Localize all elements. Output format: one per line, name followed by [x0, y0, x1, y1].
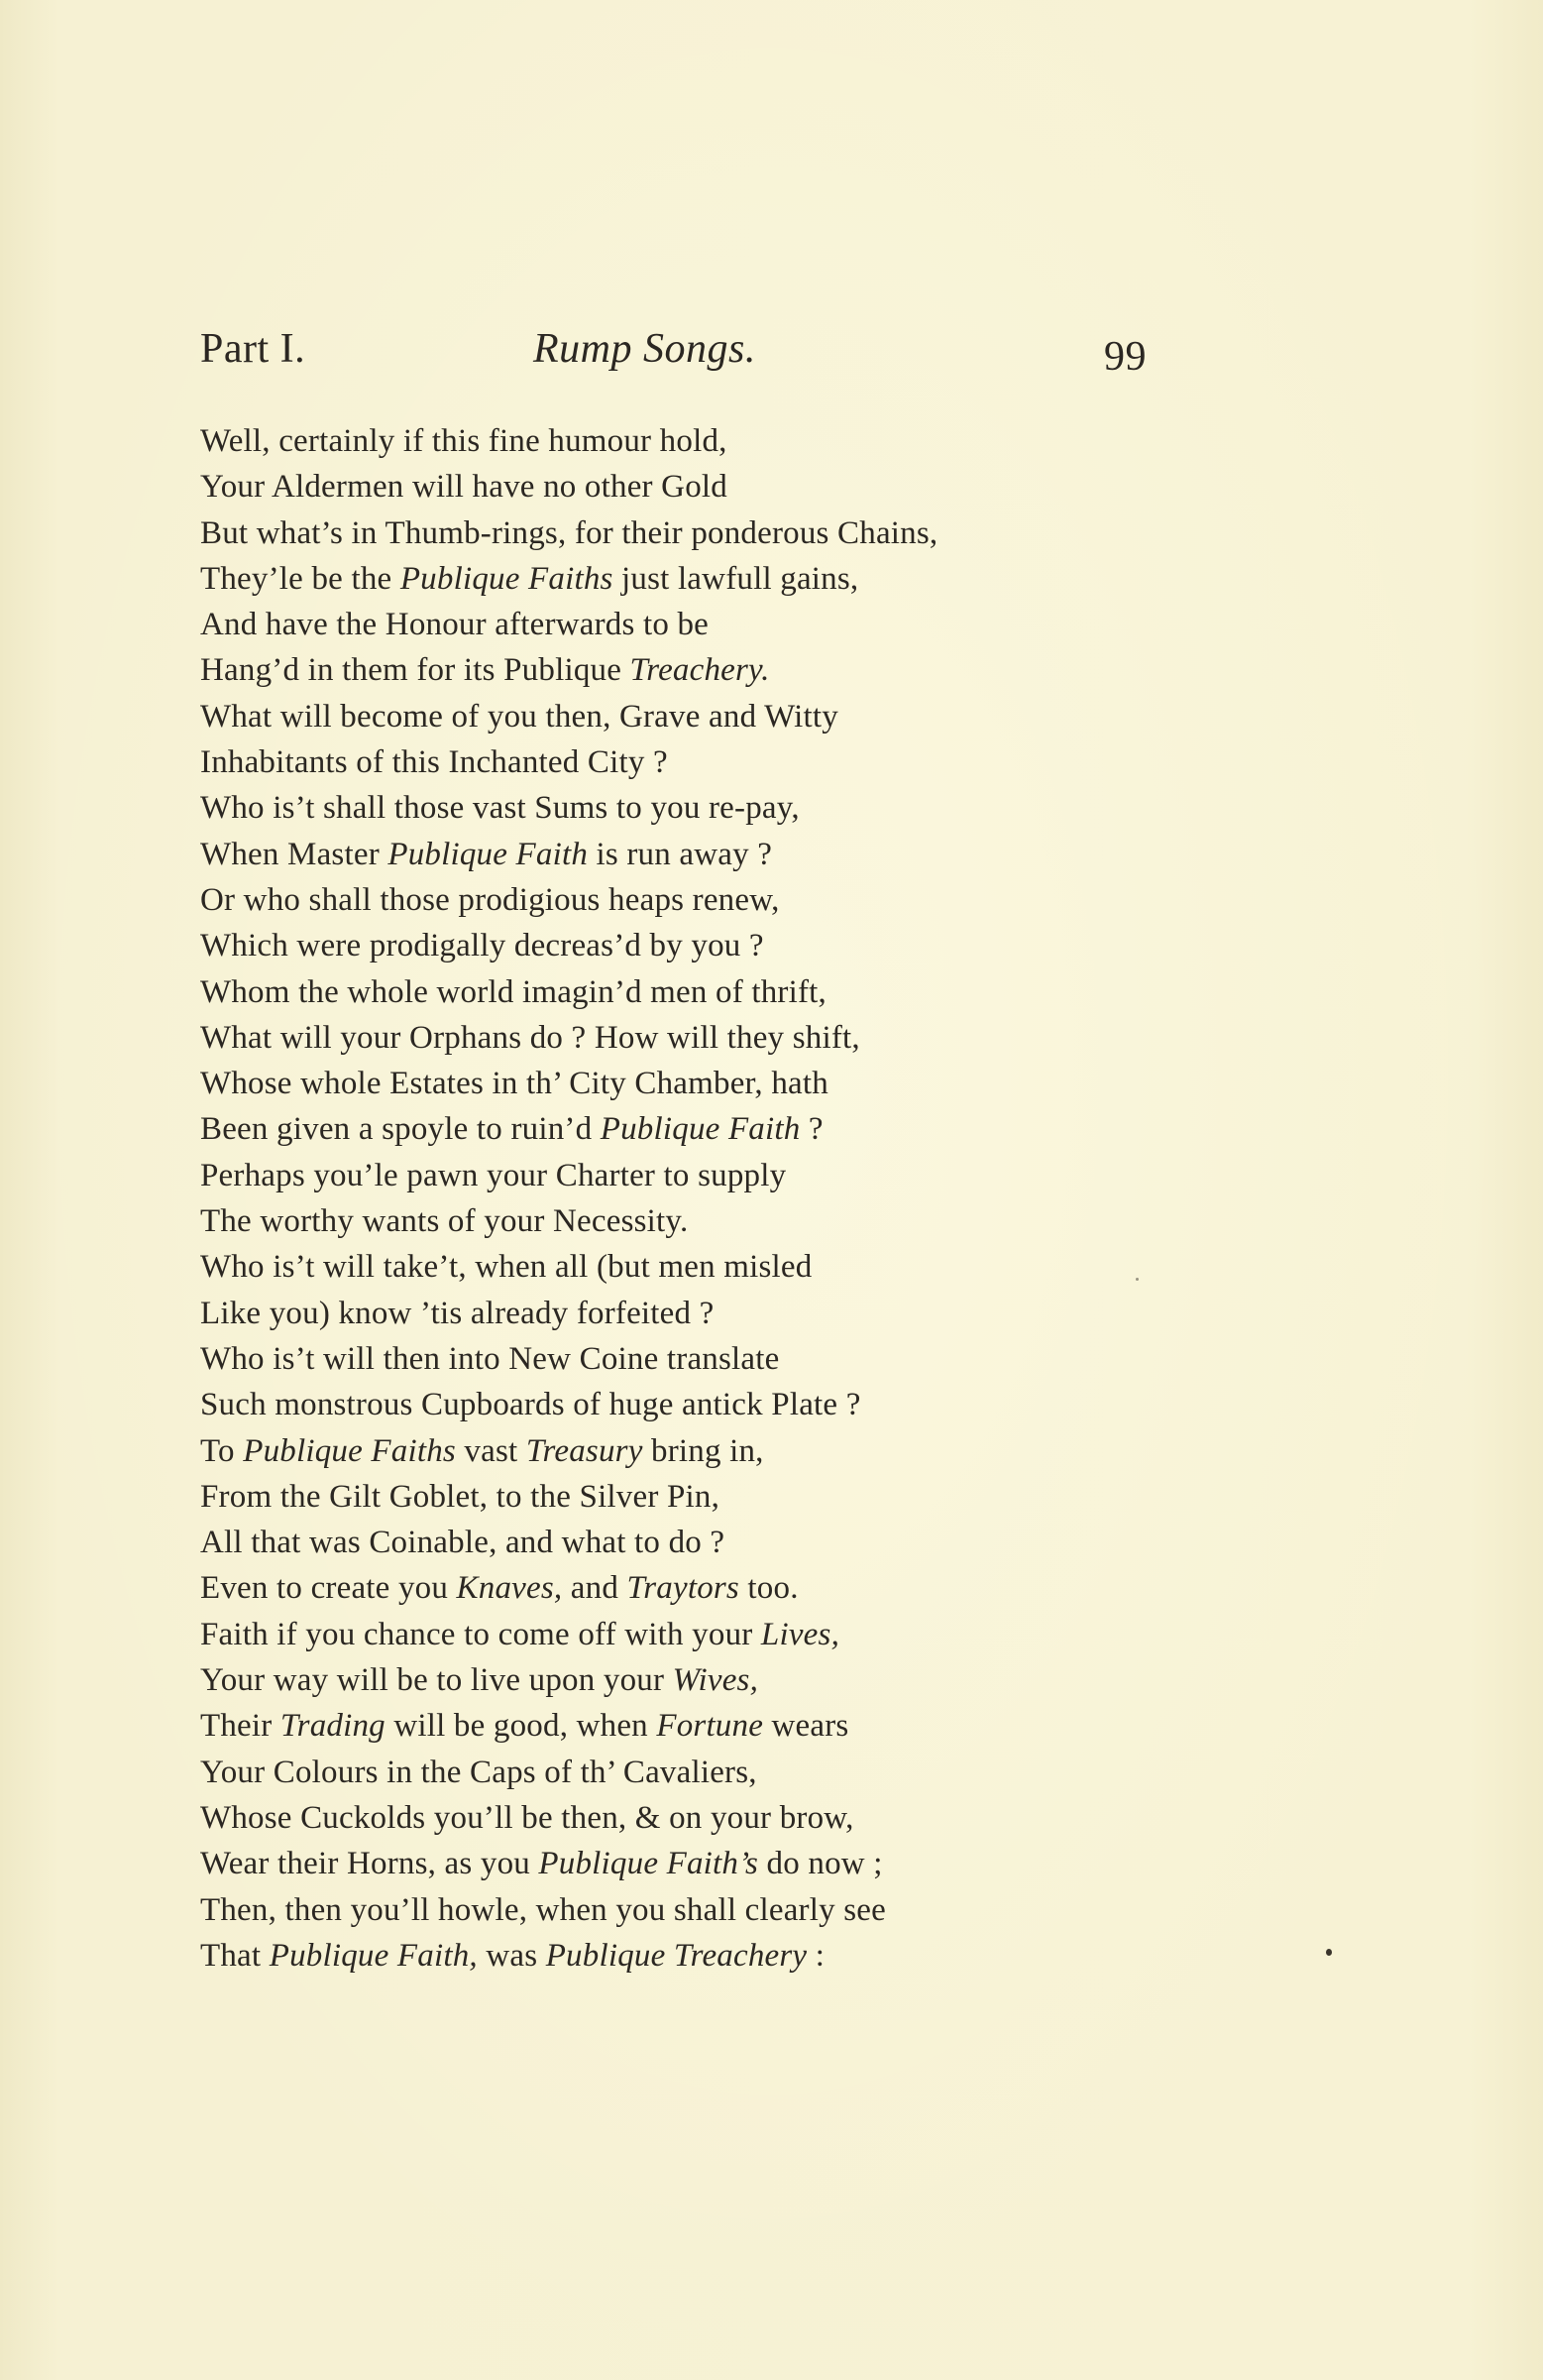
line-text: Your way will be to live upon your	[200, 1662, 673, 1699]
line-text: Your Aldermen will have no other Gold	[200, 469, 727, 506]
line-text: ?	[800, 1111, 824, 1148]
poem-line	[200, 1887, 1191, 1933]
line-text: is run away ?	[588, 836, 773, 872]
poem-line	[200, 418, 1191, 464]
italic-text: Treasury	[525, 1432, 643, 1469]
line-text: Whose Cuckolds you’ll be then, & on your brow,	[200, 1799, 854, 1836]
line-text: and	[562, 1570, 627, 1607]
poem-line	[200, 1336, 1191, 1382]
line-text: To	[200, 1432, 244, 1469]
poem-line	[200, 1612, 1191, 1657]
line-text: vast	[455, 1432, 526, 1469]
italic-text: Publique Faith,	[269, 1937, 478, 1974]
italic-text: Trading	[279, 1708, 386, 1745]
line-text: :	[807, 1937, 826, 1974]
poem-line	[200, 556, 1191, 602]
poem-line	[200, 1198, 1191, 1244]
italic-text: Traytors	[626, 1570, 739, 1607]
line-text: will be good, when	[385, 1708, 657, 1745]
italic-text: Knaves,	[456, 1570, 563, 1607]
poem-line	[200, 1474, 1191, 1520]
poem-line	[200, 1382, 1191, 1427]
poem-line	[200, 1428, 1191, 1474]
line-text: Even to create you	[200, 1570, 457, 1607]
running-title: Rump Songs.	[533, 326, 756, 372]
line-text: They’le be the	[200, 560, 400, 597]
line-text: Faith if you chance to come off with your	[200, 1616, 761, 1652]
poem-line	[200, 877, 1191, 923]
line-text: When Master	[200, 836, 388, 872]
line-text: That	[200, 1937, 270, 1974]
line-text: Well, certainly if this fine humour hold,	[200, 423, 727, 459]
line-text: Like you) know ’tis already forfeited ?	[200, 1295, 715, 1331]
poem-line	[200, 1244, 1191, 1290]
line-text: Whose whole Estates in th’ City Chamber, hath	[200, 1066, 828, 1102]
poem-line	[200, 1520, 1191, 1565]
italic-text: Treachery.	[629, 652, 770, 689]
italic-text: Publique Faiths	[399, 560, 613, 597]
line-text: Such monstrous Cupboards of huge antick Plate ?	[200, 1387, 861, 1423]
poem-line	[200, 1933, 1191, 1979]
poem-line	[200, 510, 1191, 556]
poem-line	[200, 647, 1191, 693]
poem-line	[200, 739, 1191, 785]
poem-line	[200, 969, 1191, 1015]
line-text: bring in,	[642, 1432, 764, 1469]
page-number: 99	[1104, 334, 1147, 380]
line-text: Been given a spoyle to ruin’d	[200, 1111, 601, 1148]
part-label: Part I.	[200, 326, 306, 372]
poem-line	[200, 1153, 1191, 1198]
italic-text: Publique Faith	[387, 836, 589, 872]
italic-text: Fortune	[656, 1708, 764, 1745]
poem-line	[200, 1015, 1191, 1061]
line-text: Inhabitants of this Inchanted City ?	[200, 744, 668, 781]
poem-line	[200, 1795, 1191, 1841]
italic-text: Publique Faith	[600, 1111, 801, 1148]
line-text: Hang’d in them for its Publique	[200, 652, 630, 689]
line-text: Wear their Horns, as you	[200, 1846, 539, 1882]
line-text: What will your Orphans do ? How will they shift,	[200, 1019, 860, 1056]
line-text: just lawfull gains,	[612, 560, 859, 597]
poem-line	[200, 464, 1191, 510]
line-text: Their	[200, 1708, 280, 1745]
poem-text	[200, 418, 1191, 1979]
line-text: wears	[763, 1708, 849, 1745]
line-text: What will become of you then, Grave and Witty	[200, 698, 838, 735]
italic-text: Lives,	[760, 1616, 840, 1652]
italic-text: Publique Faiths	[243, 1432, 456, 1469]
line-text: All that was Coinable, and what to do ?	[200, 1525, 725, 1561]
italic-text: Wives,	[672, 1662, 759, 1699]
italic-text: Publique Faith’s	[538, 1846, 759, 1882]
poem-line	[200, 694, 1191, 739]
line-text: Then, then you’ll howle, when you shall clearly see	[200, 1891, 887, 1928]
line-text: The worthy wants of your Necessity.	[200, 1203, 689, 1240]
line-text: From the Gilt Goblet, to the Silver Pin,	[200, 1478, 720, 1515]
line-text: Whom the whole world imagin’d men of thrift,	[200, 973, 827, 1010]
poem-line	[200, 1750, 1191, 1795]
line-text: But what’s in Thumb-rings, for their ponderous Chains,	[200, 514, 938, 551]
poem-line	[200, 1291, 1191, 1336]
poem-line	[200, 1841, 1191, 1886]
line-text: Who is’t shall those vast Sums to you re-pay,	[200, 790, 800, 827]
poem-line	[200, 923, 1191, 968]
line-text: Perhaps you’le pawn your Charter to supply	[200, 1157, 787, 1193]
line-text: Who is’t will take’t, when all (but men misled	[200, 1249, 813, 1286]
poem-line	[200, 1106, 1191, 1152]
line-text: too.	[738, 1570, 799, 1607]
line-text: do now ;	[758, 1846, 883, 1882]
poem-line	[200, 1703, 1191, 1749]
ink-speck	[1136, 1278, 1139, 1281]
line-text: Or who shall those prodigious heaps renew,	[200, 881, 780, 918]
ink-speck	[1326, 1949, 1332, 1956]
poem-line	[200, 1061, 1191, 1106]
poem-line	[200, 602, 1191, 647]
poem-line	[200, 1565, 1191, 1611]
italic-text: Publique Treachery	[545, 1937, 808, 1974]
poem-line	[200, 832, 1191, 877]
line-text: Which were prodigally decreas’d by you ?	[200, 928, 764, 964]
line-text: Your Colours in the Caps of th’ Cavaliers,	[200, 1754, 757, 1790]
line-text: Who is’t will then into New Coine translate	[200, 1340, 780, 1377]
line-text: was	[477, 1937, 546, 1974]
poem-line	[200, 785, 1191, 831]
line-text: And have the Honour afterwards to be	[200, 607, 710, 643]
running-header	[200, 325, 1161, 395]
poem-line	[200, 1657, 1191, 1703]
